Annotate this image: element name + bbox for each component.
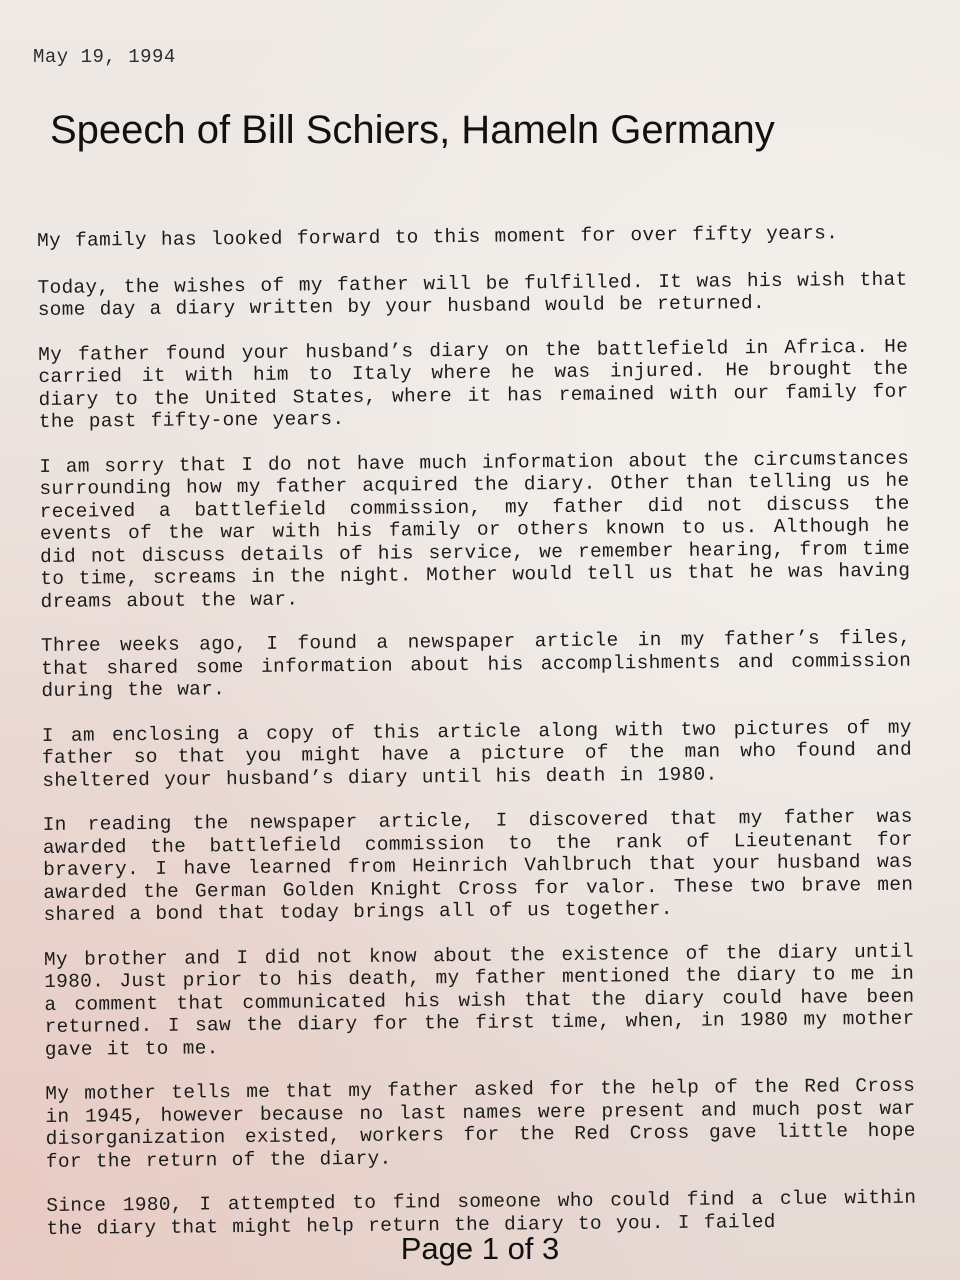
paragraph-6: I am enclosing a copy of this article along with two pictures of my father so that you might have a picture of the man who found and sheltered your husband’s diary until his death in 1980.: [41, 716, 913, 792]
paragraph-5: Three weeks ago, I found a newspaper article in my father’s files, that shared some information about his accomplishments and commission during the war.: [40, 626, 912, 702]
paragraph-10: Since 1980, I attempted to find someone who could find a clue within the diary that might help return the diary to you. I failed: [46, 1186, 917, 1240]
paragraph-2: Today, the wishes of my father will be fulfilled. It was his wish that some day a diary written by your husband would be returned.: [37, 268, 908, 321]
paragraph-8: My brother and I did not know about the existence of the diary until 1980. Just prior to his death, my father mentioned the diary to me in a comment that communicated his wish that the diary could have been returned. I saw the diary for the first time, when, in 1980 my mother gave it to me.: [43, 940, 915, 1061]
paragraph-7: In reading the newspaper article, I discovered that my father was awarded the battlefield commission to the rank of Lieutenant for bravery. I have learned from Heinrich Vahlbruch that your husband was awarded the German Golden Knight Cross for valor. These two brave men shared a bond that today brings all of us together.: [42, 805, 914, 926]
letter-date: May 19, 1994: [33, 46, 176, 68]
paragraph-1: My family has looked forward to this moment for over fifty years.: [37, 222, 839, 252]
page-number: Page 1 of 3: [400, 1231, 560, 1266]
paragraph-9: My mother tells me that my father asked for the help of the Red Cross in 1945, however because no last names were present and much post war disorganization existed, workers for the Red Cross gave little hope for the return of the diary.: [45, 1074, 916, 1173]
speech-body: [37, 222, 917, 1262]
speech-title: Speech of Bill Schiers, Hameln Germany: [50, 108, 775, 152]
paragraph-4: I am sorry that I do not have much information about the circumstances surrounding how my father acquired the diary. Other than telling us he received a battlefield commission, my father did not discuss the events of the war with his family or others known to us. Although he did not discuss details of his service, we remember hearing, from time to time, screams in the night. Mother would tell us that he was having dreams about the war.: [39, 447, 911, 613]
paragraph-3: My father found your husband’s diary on the battlefield in Africa. He carried it with him to Italy where he was injured. He brought the diary to the United States, where it has remained with our family for the past fifty-one years.: [38, 335, 909, 433]
